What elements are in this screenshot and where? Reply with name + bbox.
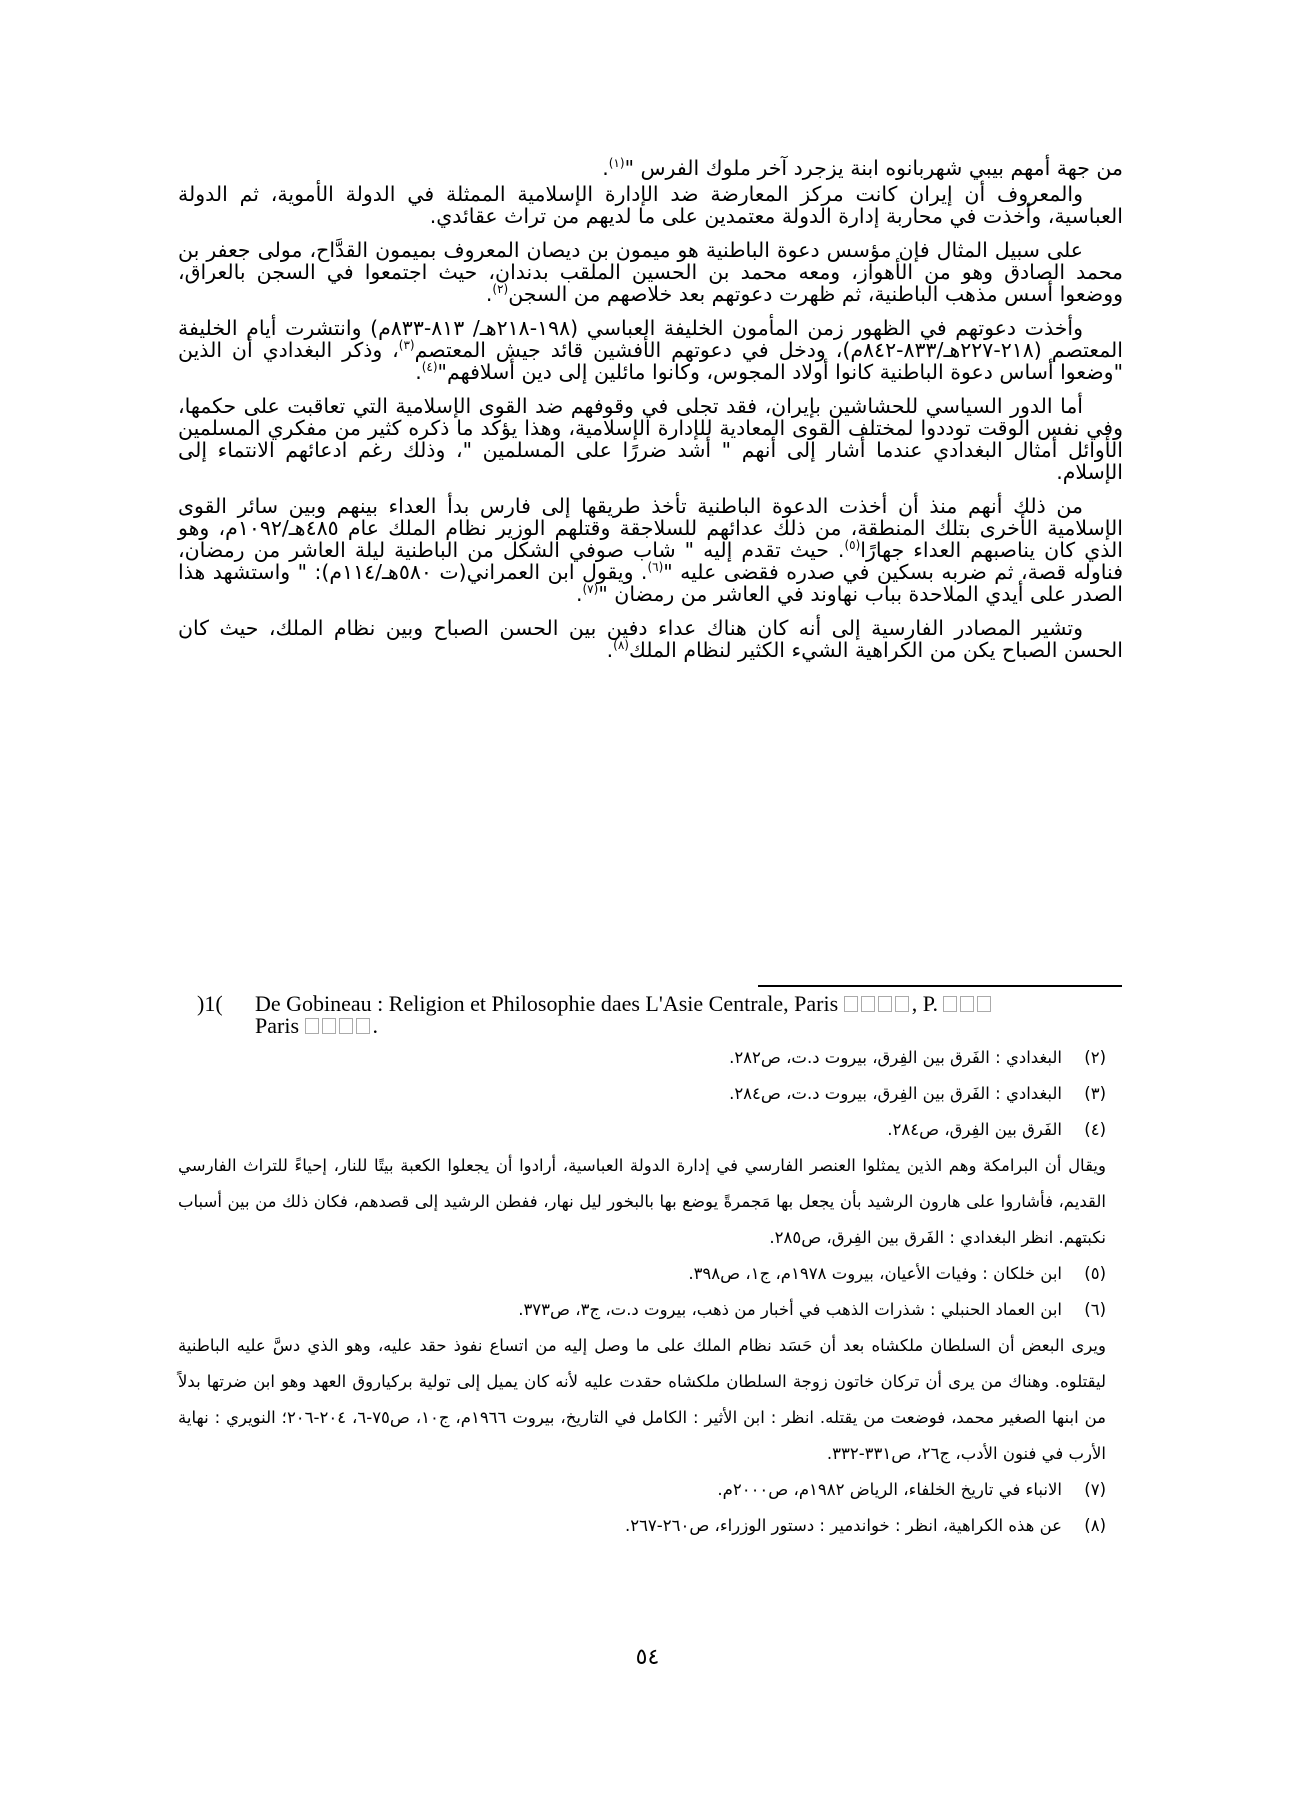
footnote-ref[interactable]: (٧) <box>582 582 599 597</box>
page-number: ٥٤ <box>635 1645 660 1670</box>
missing-glyph-icon <box>322 1018 336 1034</box>
paragraph: على سبيل المثال فإن مؤسس دعوة الباطنية هو ميمون بن ديصان المعروف بميمون القدَّاح، مولى جعفر بن محمد الصادق وهو من الأهواز، ومعه محمد بن الحسين الملقب بدندان، حيث اجتمعوا في السجن بالعراق، ووضعوا أسس مذهب الباطنية، ثم ظهرت دعوتهم بعد خلاصهم من السجن$^{(٢)}$. <box>178 238 1123 306</box>
footnote-4: (٤) الفَرق بين الفِرق، ص٢٨٤. <box>887 1120 1106 1139</box>
footnote-text: De Gobineau : Religion et Philosophie daes L'Asie Centrale, Paris , P. Paris . <box>255 993 1125 1037</box>
footnote-8: (٨) عن هذه الكراهية، انظر : خواندمير : دستور الوزراء، ص٢٦٠-٢٦٧. <box>624 1516 1106 1535</box>
missing-glyph-icon <box>356 1018 370 1034</box>
paragraph: أما الدور السياسي للحشاشين بإيران، فقد تجلى في وقوفهم ضد القوى الإسلامية التي تعاقبت على حكمها، وفي نفس الوقت توددوا لمختلف القوى المعادية للإدارة الإسلامية، وهذا يؤكد ما ذكره كثير من مفكري المسلمين الأوائل أمثال البغدادي عندما أشار إلى أنهم " أشد ضررًا على المسلمين "، وذلك رغم ادعائهم الانتماء إلى الإسلام. <box>178 394 1123 484</box>
footnote-ref[interactable]: (٢) <box>492 282 509 297</box>
footnote-ref[interactable]: (٦) <box>647 560 664 575</box>
missing-glyph-icon <box>339 1018 353 1034</box>
missing-glyph-icon <box>960 996 974 1012</box>
footnote-5: (٥) ابن خلكان : وفيات الأعيان، بيروت ١٩٧٨م، ج١، ص٣٩٨. <box>688 1264 1106 1283</box>
footnote-ref[interactable]: (٣) <box>398 338 415 353</box>
paragraph: وأخذت دعوتهم في الظهور زمن المأمون الخليفة العباسي (١٩٨-٢١٨هـ/ ٨١٣-٨٣٣م) وانتشرت أيام الخليفة المعتصم (٢١٨-٢٢٧هـ/٨٣٣-٨٤٢م)، ودخل في دعوتهم الأفشين قائد جيش المعتصم$^{(٣)}$، وذكر البغدادي أن الذين "وضعوا أساس دعوة الباطنية كانوا أولاد المجوس، وكانوا مائلين إلى دين أسلافهم"$^{(٤)}$. <box>178 316 1123 384</box>
footnote-ref[interactable]: (٥) <box>844 538 861 553</box>
footnote-6: (٦) ابن العماد الحنبلي : شذرات الذهب في أخبار من ذهب، بيروت د.ت، ج٣، ص٣٧٣. <box>518 1300 1106 1319</box>
footnote-ref[interactable]: (٨) <box>613 638 629 653</box>
missing-glyph-icon <box>943 996 957 1012</box>
missing-glyph-icon <box>861 996 875 1012</box>
footnotes-list <box>178 1040 1106 1544</box>
footnote-6-continuation: ويرى البعض أن السلطان ملكشاه بعد أن حَسَد نظام الملك على ما وصل إليه من اتساع نفوذ حقد عليه، وهو الذي دسَّ عليه الباطنية ليقتلوه. وهناك من يرى أن تركان خاتون زوجة السلطان ملكشاه حقدت عليه لأنه كان يميل إلى تولية بركياروق العهد وهو ابن ضرتها بدلاً من ابنها الصغير محمد، فوضعت من يقتله. انظر : ابن الأثير : الكامل في التاريخ، بيروت ١٩٦٦م، ج١٠، ص٧٥-٦، ٢٠٤-٢٠٦؛ النويري : نهاية الأرب في فنون الأدب، ج٢٦، ص٣٣١-٣٣٢. <box>178 1336 1106 1463</box>
footnote-4-continuation: ويقال أن البرامكة وهم الذين يمثلوا العنصر الفارسي في إدارة الدولة العباسية، أرادوا أن يجعلوا الكعبة بيتًا للنار، إحياءً للتراث الفارسي القديم، فأشاروا على هارون الرشيد بأن يجعل بها مَجمرةً يوضع بها بالبخور ليل نهار، ففطن الرشيد إلى قصدهم، فكان ذلك من بين أسباب نكبتهم. انظر البغدادي : الفَرق بين الفِرق، ص٢٨٥. <box>178 1156 1106 1247</box>
footnote-3: (٣) البغدادي : الفَرق بين الفِرق، بيروت د.ت، ص٢٨٤. <box>729 1084 1106 1103</box>
missing-glyph-icon <box>878 996 892 1012</box>
main-text <box>178 157 1123 661</box>
footnote-ref[interactable]: (١) <box>608 156 625 171</box>
paragraph: وتشير المصادر الفارسية إلى أنه كان هناك عداء دفين بين الحسن الصباح وبين نظام الملك، حيث كان الحسن الصباح يكن من الكراهية الشيء الكثير لنظام الملك$^{(٨)}$. <box>178 616 1123 662</box>
missing-glyph-icon <box>977 996 991 1012</box>
paragraph: من ذلك أنهم منذ أن أخذت الدعوة الباطنية تأخذ طريقها إلى فارس بدأ العداء بينهم وبين سائر القوى الإسلامية الأخرى بتلك المنطقة، من ذلك عدائهم للسلاجقة وقتلهم الوزير نظام الملك عام ٤٨٥هـ/١٠٩٢م، وهو الذي كان يناصبهم العداء جهارًا$^{(٥)}$. حيث تقدم إليه " شاب صوفي الشكل من الباطنية ليلة العاشر من رمضان، فناوله قصة، ثم ضربه بسكين في صدره فقضى عليه "$^{(٦)}$. ويقول ابن العمراني(ت ٥٨٠هـ/١١٤م): " واستشهد هذا الصدر على أيدي الملاحدة بباب نهاوند في العاشر من رمضان "$^{(٧)}$. <box>178 494 1124 606</box>
footnote-2: (٢) البغدادي : الفَرق بين الفِرق، بيروت د.ت، ص٢٨٢. <box>729 1048 1106 1067</box>
missing-glyph-icon <box>305 1018 319 1034</box>
footnote-ref[interactable]: (٤) <box>421 360 438 375</box>
missing-glyph-icon <box>844 996 858 1012</box>
footnote-7: (٧) الانباء في تاريخ الخلفاء، الرياض ١٩٨٢م، ص٢٠٠٠م. <box>717 1480 1106 1499</box>
missing-glyph-icon <box>895 996 909 1012</box>
paragraph: من جهة أمهم بيبي شهربانوه ابنة يزجرد آخر ملوك الفرس "$^{(١)}$. <box>602 156 1123 180</box>
footnote-divider <box>758 985 1122 987</box>
paragraph: والمعروف أن إيران كانت مركز المعارضة ضد الإدارة الإسلامية الممثلة في الدولة الأموية، ثم الدولة العباسية، وأخذت في محاربة إدارة الدولة معتمدين على ما لديهم من تراث عقائدي. <box>178 182 1123 228</box>
footnote-number: )1( <box>197 991 223 1016</box>
